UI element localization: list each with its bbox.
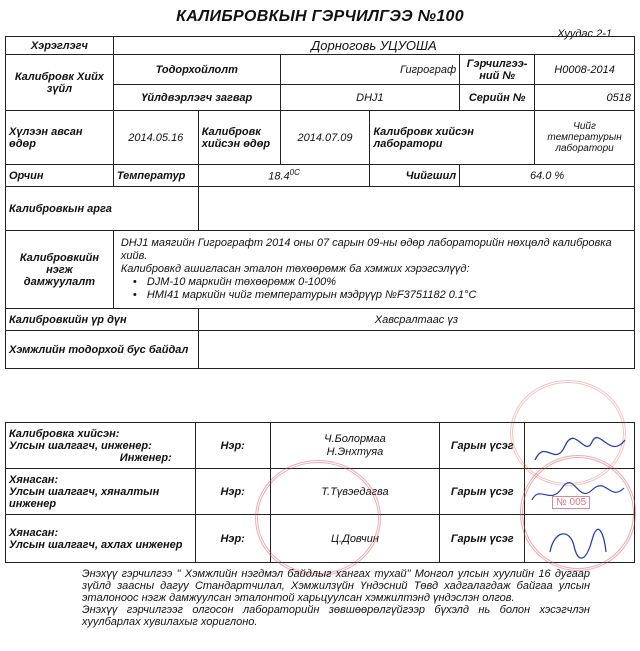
name-label: Нэр: xyxy=(195,469,270,515)
certificate-number-label: Гэрчилгээ-ний № xyxy=(460,55,535,85)
environment-label: Орчин xyxy=(6,165,114,187)
signature-cell xyxy=(525,469,635,515)
signature-role: Хянасан: Улсын шалгагч, хяналтын инженер xyxy=(6,469,196,515)
traceability-line-1: DHJ1 маягийн Гигрографт 2014 оны 07 сарын 09-ны өдөр лабораторийн нөхцөлд калибровка хийв. xyxy=(120,237,612,262)
method-label: Калибровкын арга xyxy=(6,187,199,231)
name-label: Нэр: xyxy=(195,515,270,563)
received-date-label: Хүлээн авсан өдөр xyxy=(6,111,114,165)
page-title: КАЛИБРОВКЫН ГЭРЧИЛГЭЭ №100 xyxy=(176,8,464,25)
footer-text xyxy=(82,568,590,628)
result-value: Хавсралтаас үз xyxy=(198,309,634,331)
serial-value: 0518 xyxy=(535,85,635,111)
signature-cell xyxy=(525,515,635,563)
certificate-info-table xyxy=(5,36,635,369)
signer-name: Ц.Довчин xyxy=(270,515,440,563)
signature-label: Гарын үсэг xyxy=(440,469,525,515)
humidity-label: Чийгшил xyxy=(370,165,460,187)
uncertainty-value xyxy=(198,331,634,369)
uncertainty-label: Хэмжлийн тодорхой бус байдал xyxy=(6,331,199,369)
description-value: Гигрограф xyxy=(280,55,460,85)
signature-cell xyxy=(525,423,635,469)
temperature-label: Температур xyxy=(113,165,198,187)
footer-paragraph-2: Энэхүү гэрчилгээг олгосон лабораторийн зөвшөөрөлгүйгээр бүхэлд нь болон хэсэгчлэн хуулбарлах хувилахыг хориглоно. xyxy=(82,604,590,628)
stamp-number: № 005 xyxy=(552,496,590,509)
method-value xyxy=(198,187,634,231)
signer-name: Ч.Болормаа Н.Энхтуяа xyxy=(270,423,440,469)
humidity-value: 64.0 % xyxy=(460,165,635,187)
description-label: Тодорхойлолт xyxy=(113,55,280,85)
lab-label: Калибровк хийсэн лаборатори xyxy=(370,111,535,165)
equipment-item: • DJM-10 маркийн төхөөрөмж 0-100% xyxy=(147,276,631,289)
model-value: DHJ1 xyxy=(280,85,460,111)
footer-paragraph-1: Энэхүү гэрчилгээ " Хэмжлийн нэгдмэл байдлыг хангах тухай" Монгол улсын хуулийн 16 дугаар зүйлд заасны дагуу Стандартчилал, Хэмжилзүйн Үндэсний Төвд хадгалагдаж байгаа улсын эталоноос нэгж дамжуулсан эталонтой харьцуулсан хэмжилтэнд үндэслэн олгов. xyxy=(82,568,590,604)
traceability-line-2: Калибровкд ашигласан эталон төхөөрөмж ба хэмжих хэрэгсэлүүд: xyxy=(120,263,470,275)
signer-name: Т.Түвэедагва xyxy=(270,469,440,515)
page-number: Хуудас 2-1 xyxy=(557,28,612,40)
temperature-value: $18.4^{0C}$ xyxy=(198,165,370,187)
signature-role: Калибровка хийсэн: Улсын шалгагч, инженер: Инженер: xyxy=(6,423,196,469)
signature-role: Хянасан: Улсын шалгагч, ахлах инженер xyxy=(6,515,196,563)
traceability-label: Калибровкийн нэгж дамжуулалт xyxy=(6,231,114,309)
received-date-value: 2014.05.16 xyxy=(113,111,198,165)
equipment-list xyxy=(147,276,631,302)
calibrated-date-value: 2014.07.09 xyxy=(280,111,370,165)
client-value: Дорноговь УЦУОША xyxy=(113,37,634,55)
equipment-item: • HMI41 маркийн чийг температурын мэдрүүр №F3751182 0.1°C xyxy=(147,289,631,302)
calibrated-date-label: Калибровк хийсэн өдөр xyxy=(198,111,280,165)
traceability-content xyxy=(113,231,634,309)
model-label: Үйлдвэрлэгч загвар xyxy=(113,85,280,111)
client-label: Хэрэглэгч xyxy=(6,37,114,55)
signature-label: Гарын үсэг xyxy=(440,423,525,469)
result-label: Калибровкийн үр дүн xyxy=(6,309,199,331)
name-label: Нэр: xyxy=(195,423,270,469)
signature-label: Гарын үсэг xyxy=(440,515,525,563)
certificate-number-value: H0008-2014 xyxy=(535,55,635,85)
lab-value: Чийг температурын лаборатори xyxy=(535,111,635,165)
object-label: Калибровк Хийх зүйл xyxy=(6,55,114,111)
signatures-table xyxy=(5,422,635,563)
serial-label: Серийн № xyxy=(460,85,535,111)
